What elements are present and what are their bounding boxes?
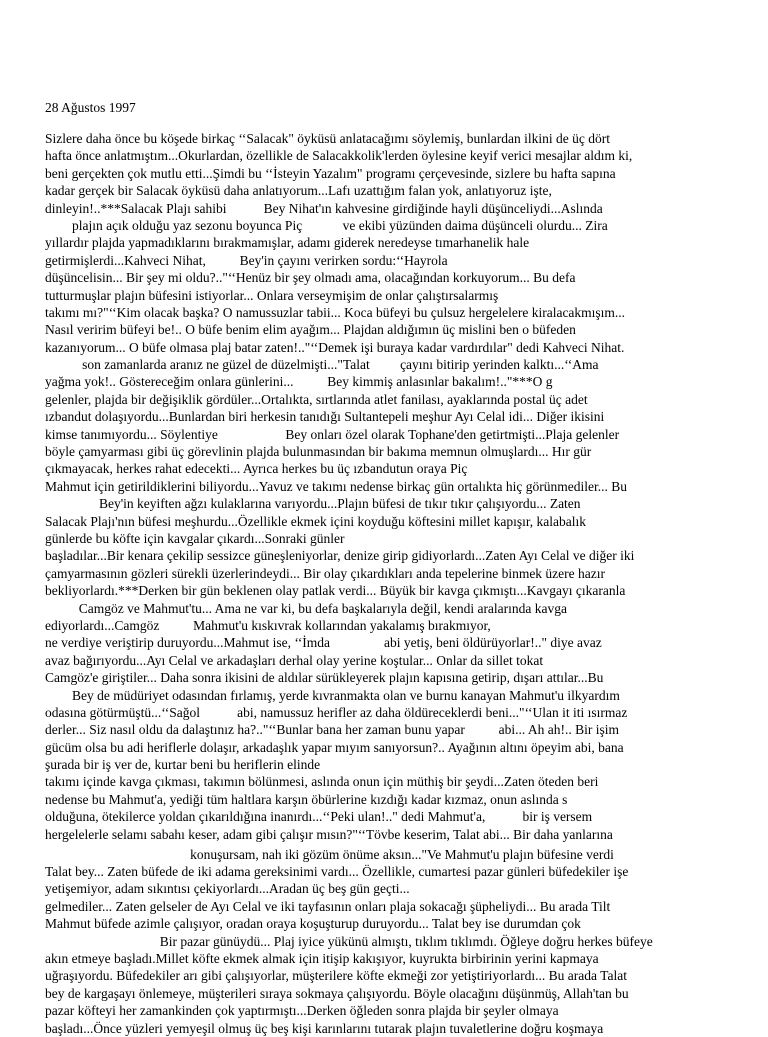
article-line: ne verdiye veriştirip duruyordu...Mahmut ise, ‘‘İmda abi yetiş, beni öldürüyorlar!.." diye avaz (45, 635, 602, 651)
article-line: plajın açık olduğu yaz sezonu boyunca Piç ve ekibi yüzünden daima düşünceli olurdu... Zira (45, 217, 608, 233)
article-line: kimse tanımıyordu... Söylentiye Bey onları özel olarak Tophane'den getirtmişti...Plaja gelenler (45, 426, 620, 442)
article-line: Camgöz ve Mahmut'tu... Ama ne var ki, bu defa başkalarıyla değil, kendi aralarında kavga (45, 600, 568, 616)
article-line: tutturmuşlar plajın büfesini istiyorlar... Onlara verseymişim de onlar çalıştırsalarmış (45, 287, 499, 303)
article-line: beni gerçekten çok mutlu etti...Şimdi bu ‘‘İsteyin Yazalım" programı çerçevesinde, sizlere bu hafta sapına (45, 165, 616, 181)
article-line: uğraşıyordu. Büfedekiler arı gibi çalışıyorlar, müşterilere köfte ekmeği zor yetiştiriyorlardı... Bu arada Talat (45, 968, 627, 984)
article-line: böyle çamyarması gibi üç görevlinin plajda bulunmasından bir bakıma memnun olmuşlardı... Hır gür (45, 444, 592, 460)
article-line: yağma yok!.. Göstereceğim onlara günlerini... Bey kimmiş anlasınlar bakalım!.."***O g (45, 374, 553, 390)
article-line: Bir pazar günüydü... Plaj iyice yükünü almıştı, tıklım tıklımdı. Öğleye doğru herkes büfeye (45, 933, 653, 949)
article-line: Talat bey... Zaten büfede de iki adama gereksinimi vardı... Özellikle, cumartesi pazar günleri büfedekiler işe (45, 864, 629, 880)
article-line: ızbandut dolaşıyordu...Bunlardan biri herkesin tanıdığı Sultantepeli meşhur Ayı Celal idi... Diğer ikisini (45, 409, 605, 425)
article-line: Mahmut için getirildiklerini biliyordu...Yavuz ve takımı nedense birkaç gün ortalıkta hiç görünmediler... Bu (45, 478, 628, 494)
article-body (45, 130, 735, 1037)
article-line: Bey de müdüriyet odasından fırlamış, yerde kıvranmakta olan ve burnu kanayan Mahmut'u ilkyardım (45, 687, 620, 703)
article-date: 28 Ağustos 1997 (45, 100, 136, 115)
article-line: avaz bağırıyordu...Ayı Celal ve arkadaşları derhal olay yerine koştular... Onlar da sillet tokat (45, 652, 544, 668)
article-line: çamyarmasının gözleri sürekli üzerlerindeydi... Bir olay çıkardıkları anda tepelerine binmek üzere hazır (45, 565, 606, 581)
article-line: günlerde bu köfte için kavgalar çıkardı...Sonraki günler (45, 530, 345, 546)
article-line: gelenler, plajda bir değişiklik gördüler...Ortalıkta, sırtlarında atlet fanilası, ayaklarında postal üç adet (45, 391, 588, 407)
article-line: dinleyin!..***Salacak Plajı sahibi Bey Nihat'ın kahvesine girdiğinde hayli düşünceliydi...Aslında (45, 200, 603, 216)
article-line: şurada bir iş ver de, kurtar beni bu heriflerin elinde (45, 757, 321, 773)
article-line: akın etmeye başladı.Millet köfte ekmek almak için itişip kakışıyor, kuyrukta birbirinin yerini kapmaya (45, 950, 599, 966)
article-line: son zamanlarda aranız ne güzel de düzelmişti..."Talat çayını bitirip yerinden kalktı...‘‘Ama (45, 357, 599, 373)
article-line: başladılar...Bir kenara çekilip sessizce güneşleniyorlar, denize girip gidiyorlardı...Zaten Ayı Celal ve diğer iki (45, 548, 635, 564)
article-line: Sizlere daha önce bu köşede birkaç ‘‘Salacak" öyküsü anlatacağımı söylemiş, bunlardan ilkini de üç dört (45, 131, 610, 146)
article-line: gelmediler... Zaten gelseler de Ayı Celal ve iki tayfasının onları plaja sokacağı şüpheliydi... Bu arada Tilt (45, 898, 611, 914)
article-line: Mahmut büfede azimle çalışıyor, oradan oraya koşuşturup duruyordu... Talat bey ise durumdan çok (45, 916, 581, 932)
article-line: konuşursam, nah iki gözüm önüme aksın..."Ve Mahmut'u plajın büfesine verdi (45, 846, 614, 862)
article-line: Salacak Plajı'nın büfesi meşhurdu...Özellikle ekmek içini koyduğu köftesini millet kapışır, kalabalık (45, 513, 587, 529)
article-line: nedense bu Mahmut'a, yediği tüm haltlara karşın öbürlerine kızdığı kadar kızmaz, onun aslında s (45, 791, 568, 807)
article-line: kazanıyorum... O büfe olmasa plaj batar zaten!.."‘‘Demek işi buraya kadar vardırdılar" dedi Kahveci Nihat. (45, 339, 625, 355)
article-line: ediyorlardı...Camgöz Mahmut'u kıskıvrak kollarından yakalamış bırakmıyor, (45, 617, 491, 633)
article-line: odasına götürmüştü...‘‘Sağol abi, namussuz herifler az daha öldüreceklerdi beni..."‘‘Ulan it iti ısırmaz (45, 704, 628, 720)
article-line: takımı mı?"‘‘Kim olacak başka? O namussuzlar tabii... Koca büfeyi bu çulsuz hergelelere kiralacakmışım... (45, 304, 626, 320)
article-line: hafta önce anlatmıştım...Okurlardan, özellikle de Salacakkolik'lerden öylesine keyif verici mesajlar aldım ki, (45, 148, 633, 164)
article-line: yıllardır plajda yapmadıklarını bırakmamışlar, adamı giderek neredeyse tımarhanelik hale (45, 235, 530, 251)
article-line: Camgöz'e giriştiler... Daha sonra ikisini de aldılar sürükleyerek plajın kapısına getirip, dışarı attılar...Bu (45, 670, 604, 686)
article-line: yetişemiyor, adam sıkıntısı çekiyorlardı...Aradan üç beş gün geçti... (45, 881, 410, 897)
article-line: başladı...Önce yüzleri yemyeşil olmuş üç beş kişi karınlarını tutarak plajın tuvaletlerine doğru koşmaya (45, 1020, 604, 1036)
article-line: bekliyorlardı.***Derken bir gün beklenen olay patlak verdi... Büyük bir kavga çıkmıştı...Kavgayı çıkaranla (45, 583, 626, 599)
article-line: düşüncelisin... Bir şey mi oldu?.."‘‘Henüz bir şey olmadı ama, olacağından korkuyorum... Bu defa (45, 270, 576, 286)
article-line: gücüm olsa bu adi heriflerle dolaşır, arkadaşlık yapar mıyım sanıyorsun?.. Ayağının altını öpeyim abi, bana (45, 739, 624, 755)
article-line: pazar köfteyi her zamankinden çok yaptırmıştı...Derken öğleden sonra plajda bir şeyler olmaya (45, 1003, 559, 1019)
article-line: bey de kargaşayı önlemeye, müşterileri sıraya sokmaya çalışıyordu. Böyle olacağını düşünmüş, Allah'tan bu (45, 985, 629, 1001)
article-line: getirmişlerdi...Kahveci Nihat, Bey'in çayını verirken sordu:‘‘Hayrola (45, 252, 448, 268)
article-line: Nasıl veririm büfeyi be!.. O büfe benim elim ayağım... Plajdan aldığımın üç mislini ben o büfeden (45, 322, 576, 338)
article-line: olduğuna, ötekilerce yoldan çıkarıldığına inanırdı...‘‘Peki ulan!.." dedi Mahmut'a, bir iş versem (45, 809, 593, 825)
article-line: hergelelerle selamı sabahı keser, adam gibi çalışır mısın?"‘‘Tövbe keserim, Talat abi... Bir daha yanlarına (45, 826, 613, 842)
article-line: çıkmayacak, herkes rahat edecekti... Ayrıca herkes bu üç ızbandutun oraya Piç (45, 461, 468, 477)
article-line: Bey'in keyiften ağzı kulaklarına varıyordu...Plajın büfesi de tıkır tıkır çalışıyordu... Zaten (45, 496, 581, 512)
article-line: kadar gerçek bir Salacak öyküsü daha anlatıyorum...Lafı uzattığım falan yok, anlatıyoruz işte, (45, 183, 552, 199)
article-line: takımı içinde kavga çıkması, takımın bölünmesi, aslında onun için müthiş bir şeydi...Zaten öteden beri (45, 774, 599, 790)
article-line: derler... Siz nasıl oldu da dalaştınız ha?.."‘‘Bunlar bana her zaman bunu yapar abi... Ah ah!.. Bir işim (45, 722, 619, 738)
